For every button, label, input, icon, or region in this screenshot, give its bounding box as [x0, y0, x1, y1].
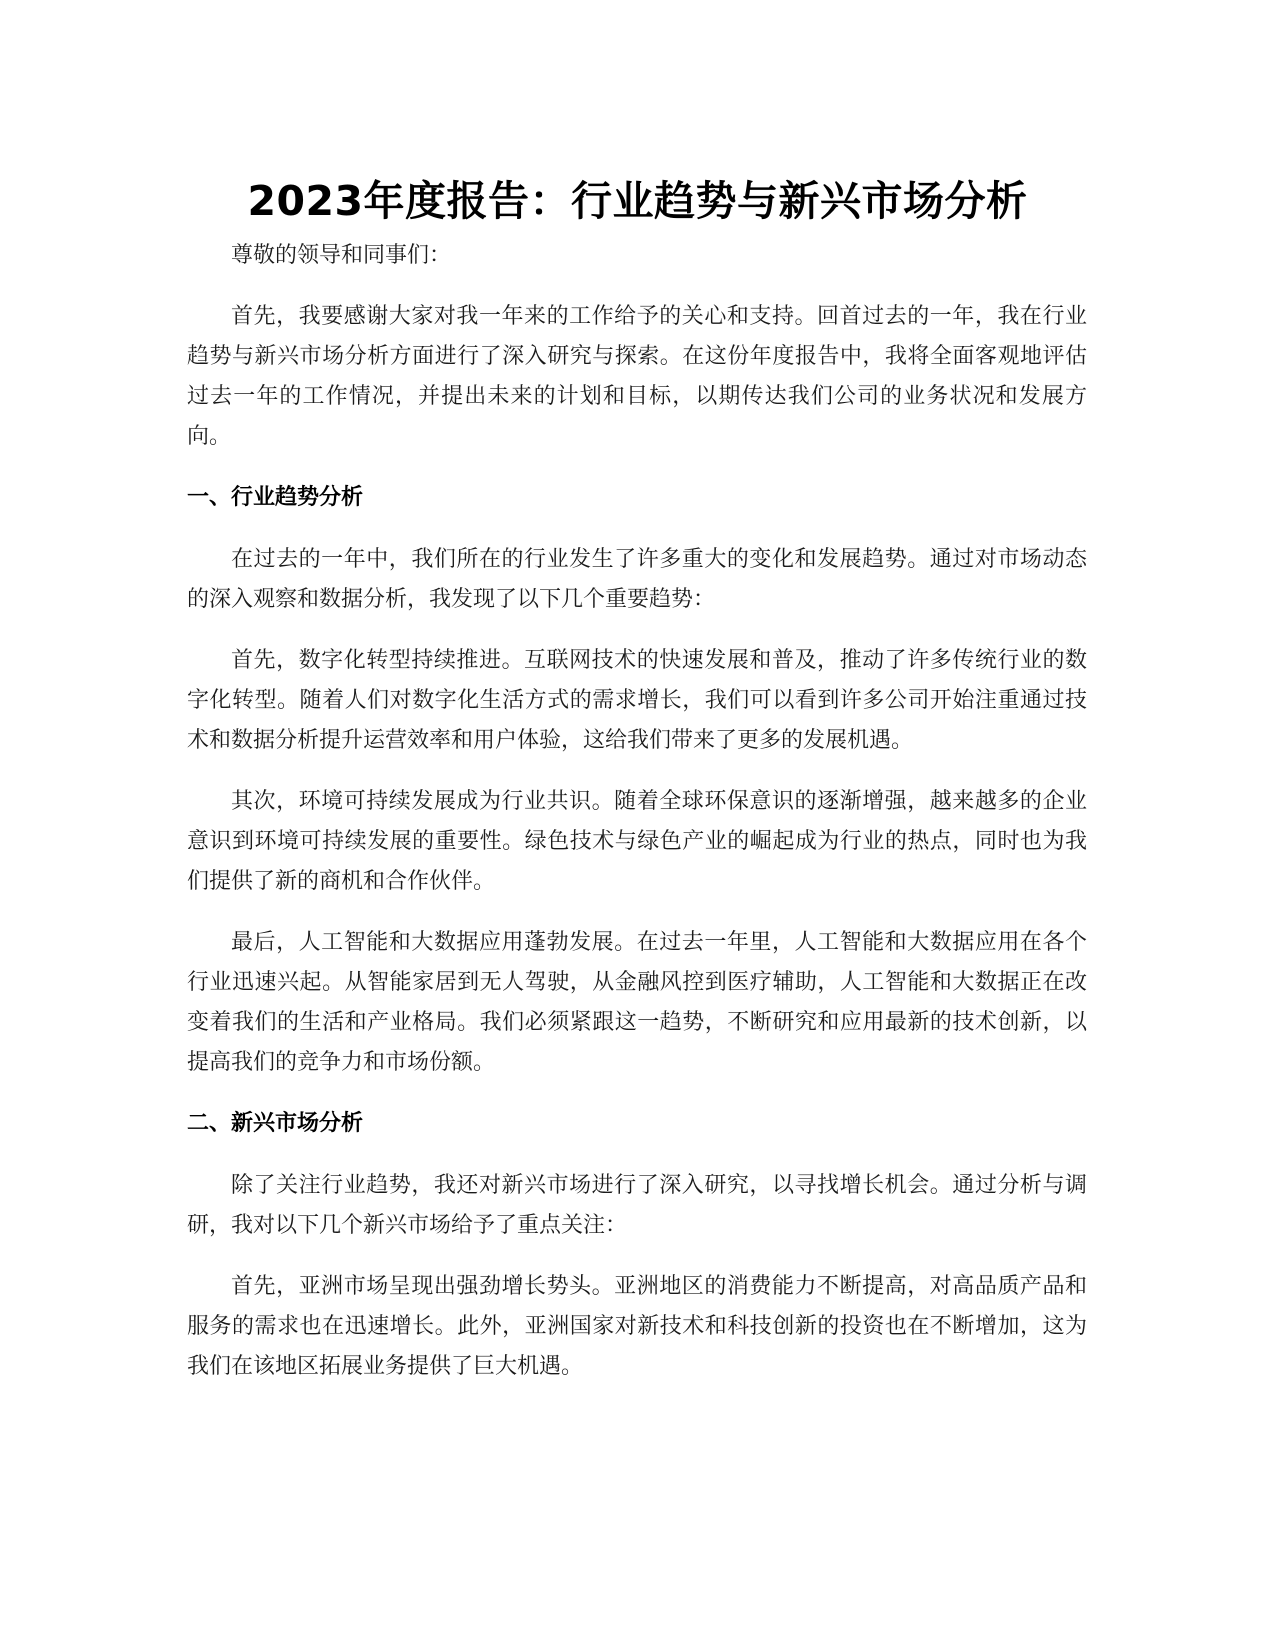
section1-paragraph: 首先，数字化转型持续推进。互联网技术的快速发展和普及，推动了许多传统行业的数字化转型。随着人们对数字化生活方式的需求增长，我们可以看到许多公司开始注重通过技术和数据分析提升运营效率和用户体验，这给我们带来了更多的发展机遇。 [187, 648, 1087, 753]
intro-paragraph: 首先，我要感谢大家对我一年来的工作给予的关心和支持。回首过去的一年，我在行业趋势与新兴市场分析方面进行了深入研究与探索。在这份年度报告中，我将全面客观地评估过去一年的工作情况，并提出未来的计划和目标，以期传达我们公司的业务状况和发展方向。 [187, 304, 1087, 449]
section-heading-industry-trends: 一、行业趋势分析 [187, 485, 364, 510]
section1-paragraph: 在过去的一年中，我们所在的行业发生了许多重大的变化和发展趋势。通过对市场动态的深入观察和数据分析，我发现了以下几个重要趋势： [187, 547, 1087, 612]
section-heading-emerging-markets: 二、新兴市场分析 [187, 1111, 364, 1136]
salutation: 尊敬的领导和同事们： [231, 243, 452, 268]
section2-paragraph: 首先，亚洲市场呈现出强劲增长势头。亚洲地区的消费能力不断提高，对高品质产品和服务的需求也在迅速增长。此外，亚洲国家对新技术和科技创新的投资也在不断增加，这为我们在该地区拓展业务提供了巨大机遇。 [187, 1274, 1087, 1379]
document-title: 2023年度报告：行业趋势与新兴市场分析 [247, 177, 1028, 226]
document-body [187, 236, 1087, 1408]
section1-paragraph: 其次，环境可持续发展成为行业共识。随着全球环保意识的逐渐增强，越来越多的企业意识到环境可持续发展的重要性。绿色技术与绿色产业的崛起成为行业的热点，同时也为我们提供了新的商机和合作伙伴。 [187, 789, 1087, 894]
section2-paragraph: 除了关注行业趋势，我还对新兴市场进行了深入研究，以寻找增长机会。通过分析与调研，我对以下几个新兴市场给予了重点关注： [187, 1173, 1087, 1238]
section1-paragraph: 最后，人工智能和大数据应用蓬勃发展。在过去一年里，人工智能和大数据应用在各个行业迅速兴起。从智能家居到无人驾驶，从金融风控到医疗辅助，人工智能和大数据正在改变着我们的生活和产业格局。我们必须紧跟这一趋势，不断研究和应用最新的技术创新，以提高我们的竞争力和市场份额。 [187, 930, 1087, 1075]
